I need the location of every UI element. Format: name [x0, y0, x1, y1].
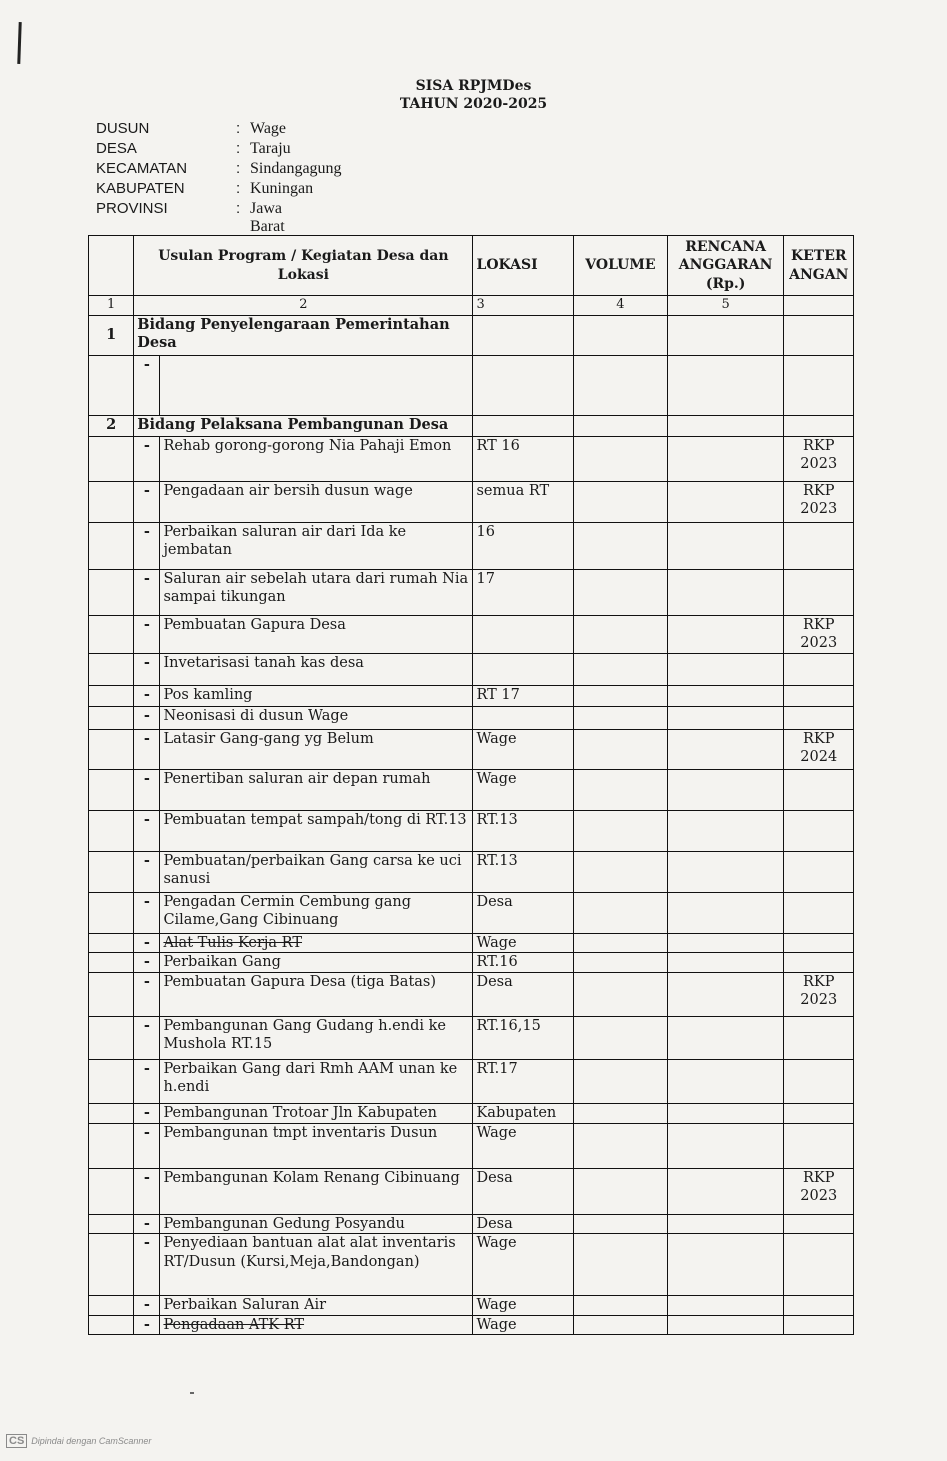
row-dash: -	[134, 1168, 160, 1214]
info-value: Taraju	[250, 140, 291, 157]
cell-empty	[89, 953, 134, 973]
activity-note: RKP 2024	[784, 729, 854, 769]
activity-location: RT.16	[473, 953, 574, 973]
row-dash: -	[134, 1103, 160, 1123]
pen-mark	[17, 22, 21, 64]
activity-location: semua RT	[473, 481, 574, 522]
activity-budget	[667, 1123, 784, 1168]
header-no	[89, 236, 134, 296]
row-dash: -	[134, 892, 160, 933]
cell-empty	[784, 415, 854, 436]
activity-row	[89, 1315, 854, 1335]
activity-note	[784, 892, 854, 933]
cell-empty	[89, 1059, 134, 1103]
activity-location	[473, 653, 574, 685]
activity-location: RT 16	[473, 436, 574, 481]
document-title: SISA RPJMDes	[415, 78, 532, 94]
cell-empty	[89, 1016, 134, 1059]
activity-row	[89, 522, 854, 569]
activity-row	[89, 1296, 854, 1316]
info-value: Jawa Barat	[250, 200, 285, 235]
cell-empty	[89, 769, 134, 810]
cell-empty	[667, 315, 784, 355]
activity-budget	[667, 522, 784, 569]
activity-row	[89, 933, 854, 953]
header-volume: VOLUME	[574, 236, 668, 296]
cell-empty	[160, 355, 473, 415]
cell-empty	[89, 729, 134, 769]
activity-name: Pengadaan air bersih dusun wage	[160, 481, 473, 522]
cell-empty	[89, 481, 134, 522]
activity-row	[89, 615, 854, 653]
cell-empty	[89, 933, 134, 953]
activity-volume	[574, 933, 668, 953]
cell-empty	[89, 355, 134, 415]
row-dash: -	[134, 810, 160, 851]
activity-location: Kabupaten	[473, 1103, 574, 1123]
blank-row	[89, 355, 854, 415]
activity-volume	[574, 481, 668, 522]
info-label: PROVINSI	[96, 200, 168, 217]
cell-empty	[89, 1168, 134, 1214]
activity-note	[784, 851, 854, 892]
activity-note	[784, 685, 854, 706]
activity-location: Desa	[473, 1168, 574, 1214]
activity-volume	[574, 1296, 668, 1316]
activity-budget	[667, 851, 784, 892]
col-number: 3	[473, 296, 574, 316]
activity-volume	[574, 729, 668, 769]
cell-empty	[89, 851, 134, 892]
row-dash: -	[134, 1059, 160, 1103]
activity-note	[784, 933, 854, 953]
activity-location: Desa	[473, 892, 574, 933]
section-number: 1	[89, 315, 134, 355]
cell-empty	[89, 569, 134, 615]
section-title: Bidang Pelaksana Pembangunan Desa	[134, 415, 473, 436]
activity-budget	[667, 436, 784, 481]
activity-location: Wage	[473, 933, 574, 953]
activity-name: Pengadaan ATK RT	[160, 1315, 473, 1335]
row-dash: -	[134, 933, 160, 953]
activity-row	[89, 1123, 854, 1168]
activity-name: Pembangunan Kolam Renang Cibinuang	[160, 1168, 473, 1214]
row-dash: -	[134, 569, 160, 615]
activity-note	[784, 1059, 854, 1103]
activity-location: RT.17	[473, 1059, 574, 1103]
activity-budget	[667, 481, 784, 522]
row-dash: -	[134, 1296, 160, 1316]
activity-volume	[574, 851, 668, 892]
row-dash: -	[134, 1016, 160, 1059]
activity-volume	[574, 953, 668, 973]
activity-budget	[667, 810, 784, 851]
activity-row	[89, 972, 854, 1016]
activity-name: Pos kamling	[160, 685, 473, 706]
activity-note	[784, 1103, 854, 1123]
activity-name: Neonisasi di dusun Wage	[160, 706, 473, 729]
info-label: DESA	[96, 140, 137, 157]
section-row	[89, 315, 854, 355]
activity-volume	[574, 522, 668, 569]
col-number: 4	[574, 296, 668, 316]
activity-budget	[667, 1214, 784, 1234]
cell-empty	[473, 415, 574, 436]
activity-row	[89, 953, 854, 973]
activity-budget	[667, 892, 784, 933]
activity-budget	[667, 1059, 784, 1103]
cell-empty	[89, 615, 134, 653]
cell-empty	[574, 355, 668, 415]
activity-location: Desa	[473, 1214, 574, 1234]
activity-name: Rehab gorong-gorong Nia Pahaji Emon	[160, 436, 473, 481]
activity-volume	[574, 653, 668, 685]
activity-note	[784, 1214, 854, 1234]
watermark-text: Dipindai dengan CamScanner	[31, 1436, 152, 1446]
row-dash: -	[134, 953, 160, 973]
activity-location: Wage	[473, 729, 574, 769]
activity-row	[89, 685, 854, 706]
activity-volume	[574, 892, 668, 933]
info-value: Sindangagung	[250, 160, 342, 177]
info-value: Wage	[250, 120, 287, 137]
row-dash: -	[134, 769, 160, 810]
activity-location: 16	[473, 522, 574, 569]
activity-budget	[667, 1168, 784, 1214]
activity-row	[89, 569, 854, 615]
activity-name: Pembangunan tmpt inventaris Dusun	[160, 1123, 473, 1168]
activity-location: RT.16,15	[473, 1016, 574, 1059]
activity-location: Wage	[473, 1296, 574, 1316]
activity-budget	[667, 653, 784, 685]
info-separator: :	[236, 160, 241, 177]
activity-volume	[574, 1234, 668, 1296]
activity-row	[89, 892, 854, 933]
row-dash: -	[134, 653, 160, 685]
row-dash: -	[134, 481, 160, 522]
info-separator: :	[236, 140, 241, 157]
info-value: Kuningan	[250, 180, 314, 197]
activity-name: Pembangunan Gedung Posyandu	[160, 1214, 473, 1234]
cell-empty	[89, 653, 134, 685]
activity-row	[89, 1016, 854, 1059]
activity-budget	[667, 769, 784, 810]
row-dash: -	[134, 729, 160, 769]
activity-row	[89, 481, 854, 522]
activity-row	[89, 810, 854, 851]
activity-name: Pembuatan Gapura Desa (tiga Batas)	[160, 972, 473, 1016]
activity-volume	[574, 769, 668, 810]
cell-empty	[89, 892, 134, 933]
activity-location: 17	[473, 569, 574, 615]
activity-name: Saluran air sebelah utara dari rumah Nia sampai tikungan	[160, 569, 473, 615]
activity-name: Pembuatan/perbaikan Gang carsa ke uci sanusi	[160, 851, 473, 892]
activity-name: Pembuatan Gapura Desa	[160, 615, 473, 653]
activity-note	[784, 706, 854, 729]
info-label: KABUPATEN	[96, 180, 185, 197]
activity-row	[89, 706, 854, 729]
header-program: Usulan Program / Kegiatan Desa dan Lokasi	[134, 236, 473, 296]
activity-budget	[667, 972, 784, 1016]
col-number: 5	[667, 296, 784, 316]
activity-volume	[574, 1168, 668, 1214]
activity-note: RKP 2023	[784, 1168, 854, 1214]
activity-volume	[574, 1315, 668, 1335]
activity-row	[89, 769, 854, 810]
activity-row	[89, 1168, 854, 1214]
camscanner-logo: CS	[6, 1434, 27, 1448]
activity-volume	[574, 1103, 668, 1123]
activity-budget	[667, 1315, 784, 1335]
header-row	[89, 236, 854, 296]
activity-note	[784, 810, 854, 851]
activity-budget	[667, 933, 784, 953]
activity-note: RKP 2023	[784, 615, 854, 653]
activity-name: Penertiban saluran air depan rumah	[160, 769, 473, 810]
header-anggaran: RENCANA ANGGARAN (Rp.)	[667, 236, 784, 296]
activity-budget	[667, 729, 784, 769]
info-separator: :	[236, 200, 241, 217]
activity-location	[473, 706, 574, 729]
activity-budget	[667, 1296, 784, 1316]
activity-name: Perbaikan Saluran Air	[160, 1296, 473, 1316]
row-dash: -	[134, 1214, 160, 1234]
cell-empty	[89, 1234, 134, 1296]
col-number-empty	[784, 296, 854, 316]
cell-empty	[667, 415, 784, 436]
header-lokasi: LOKASI	[473, 236, 574, 296]
activity-volume	[574, 810, 668, 851]
activity-volume	[574, 1214, 668, 1234]
row-dash: -	[134, 706, 160, 729]
activity-name: Pembuatan tempat sampah/tong di RT.13	[160, 810, 473, 851]
cell-empty	[89, 810, 134, 851]
activity-budget	[667, 1234, 784, 1296]
activity-note	[784, 769, 854, 810]
activity-volume	[574, 1123, 668, 1168]
activity-note	[784, 522, 854, 569]
activity-name: Invetarisasi tanah kas desa	[160, 653, 473, 685]
activity-location	[473, 615, 574, 653]
activity-note	[784, 1016, 854, 1059]
cell-empty	[784, 355, 854, 415]
activity-location: Wage	[473, 1123, 574, 1168]
row-dash: -	[134, 851, 160, 892]
activity-budget	[667, 1016, 784, 1059]
scanner-watermark	[6, 1434, 151, 1448]
activity-note	[784, 569, 854, 615]
activity-volume	[574, 569, 668, 615]
row-dash: -	[134, 972, 160, 1016]
row-dash: -	[134, 522, 160, 569]
activity-budget	[667, 615, 784, 653]
column-number-row	[89, 296, 854, 316]
cell-empty	[89, 1315, 134, 1335]
cell-empty	[89, 436, 134, 481]
col-number: 2	[134, 296, 473, 316]
activity-volume	[574, 615, 668, 653]
cell-empty	[89, 522, 134, 569]
activity-name: Pembangunan Gang Gudang h.endi ke Mushola RT.15	[160, 1016, 473, 1059]
activity-location: Wage	[473, 769, 574, 810]
row-dash: -	[134, 355, 160, 415]
activity-name: Perbaikan Gang	[160, 953, 473, 973]
activity-row	[89, 729, 854, 769]
section-row	[89, 415, 854, 436]
stray-mark	[190, 1392, 194, 1394]
document-subtitle: TAHUN 2020-2025	[399, 96, 548, 112]
activity-name: Pembangunan Trotoar Jln Kabupaten	[160, 1103, 473, 1123]
activity-budget	[667, 706, 784, 729]
activity-note	[784, 653, 854, 685]
activity-budget	[667, 1103, 784, 1123]
activity-location: Desa	[473, 972, 574, 1016]
activity-name: Alat Tulis Kerja RT	[160, 933, 473, 953]
activity-volume	[574, 685, 668, 706]
info-label: KECAMATAN	[96, 160, 188, 177]
row-dash: -	[134, 1315, 160, 1335]
activity-name: Latasir Gang-gang yg Belum	[160, 729, 473, 769]
activity-budget	[667, 685, 784, 706]
activity-location: Wage	[473, 1315, 574, 1335]
activity-row	[89, 1059, 854, 1103]
activity-note	[784, 1315, 854, 1335]
cell-empty	[89, 685, 134, 706]
cell-empty	[574, 415, 668, 436]
cell-empty	[89, 1214, 134, 1234]
activity-name: Penyediaan bantuan alat alat inventaris RT/Dusun (Kursi,Meja,Bandongan)	[160, 1234, 473, 1296]
cell-empty	[473, 315, 574, 355]
col-number: 1	[89, 296, 134, 316]
activity-note: RKP 2023	[784, 481, 854, 522]
activity-volume	[574, 972, 668, 1016]
cell-empty	[89, 972, 134, 1016]
activity-volume	[574, 1059, 668, 1103]
activity-note	[784, 953, 854, 973]
activity-location: RT.13	[473, 851, 574, 892]
activity-row	[89, 653, 854, 685]
info-separator: :	[236, 180, 241, 197]
section-number: 2	[89, 415, 134, 436]
activity-location: RT.13	[473, 810, 574, 851]
activity-budget	[667, 953, 784, 973]
info-separator: :	[236, 120, 241, 137]
activity-volume	[574, 436, 668, 481]
cell-empty	[784, 315, 854, 355]
activity-row	[89, 436, 854, 481]
activity-name: Perbaikan Gang dari Rmh AAM unan ke h.endi	[160, 1059, 473, 1103]
header-keterangan: KETER ANGAN	[784, 236, 854, 296]
activity-row	[89, 851, 854, 892]
cell-empty	[89, 1123, 134, 1168]
cell-empty	[667, 355, 784, 415]
activity-volume	[574, 1016, 668, 1059]
cell-empty	[89, 1296, 134, 1316]
row-dash: -	[134, 615, 160, 653]
activity-note	[784, 1123, 854, 1168]
activity-note	[784, 1234, 854, 1296]
activity-name: Perbaikan saluran air dari Ida ke jembatan	[160, 522, 473, 569]
activity-location: RT 17	[473, 685, 574, 706]
cell-empty	[574, 315, 668, 355]
section-title: Bidang Penyelengaraan Pemerintahan Desa	[134, 315, 473, 355]
info-label: DUSUN	[96, 120, 150, 137]
activity-budget	[667, 569, 784, 615]
activity-volume	[574, 706, 668, 729]
rpjmdes-table	[88, 235, 854, 1335]
activity-location: Wage	[473, 1234, 574, 1296]
activity-row	[89, 1103, 854, 1123]
row-dash: -	[134, 436, 160, 481]
activity-note: RKP 2023	[784, 972, 854, 1016]
row-dash: -	[134, 1234, 160, 1296]
activity-note: RKP 2023	[784, 436, 854, 481]
cell-empty	[473, 355, 574, 415]
cell-empty	[89, 1103, 134, 1123]
row-dash: -	[134, 685, 160, 706]
activity-name: Pengadan Cermin Cembung gang Cilame,Gang Cibinuang	[160, 892, 473, 933]
cell-empty	[89, 706, 134, 729]
activity-row	[89, 1234, 854, 1296]
row-dash: -	[134, 1123, 160, 1168]
activity-note	[784, 1296, 854, 1316]
activity-row	[89, 1214, 854, 1234]
